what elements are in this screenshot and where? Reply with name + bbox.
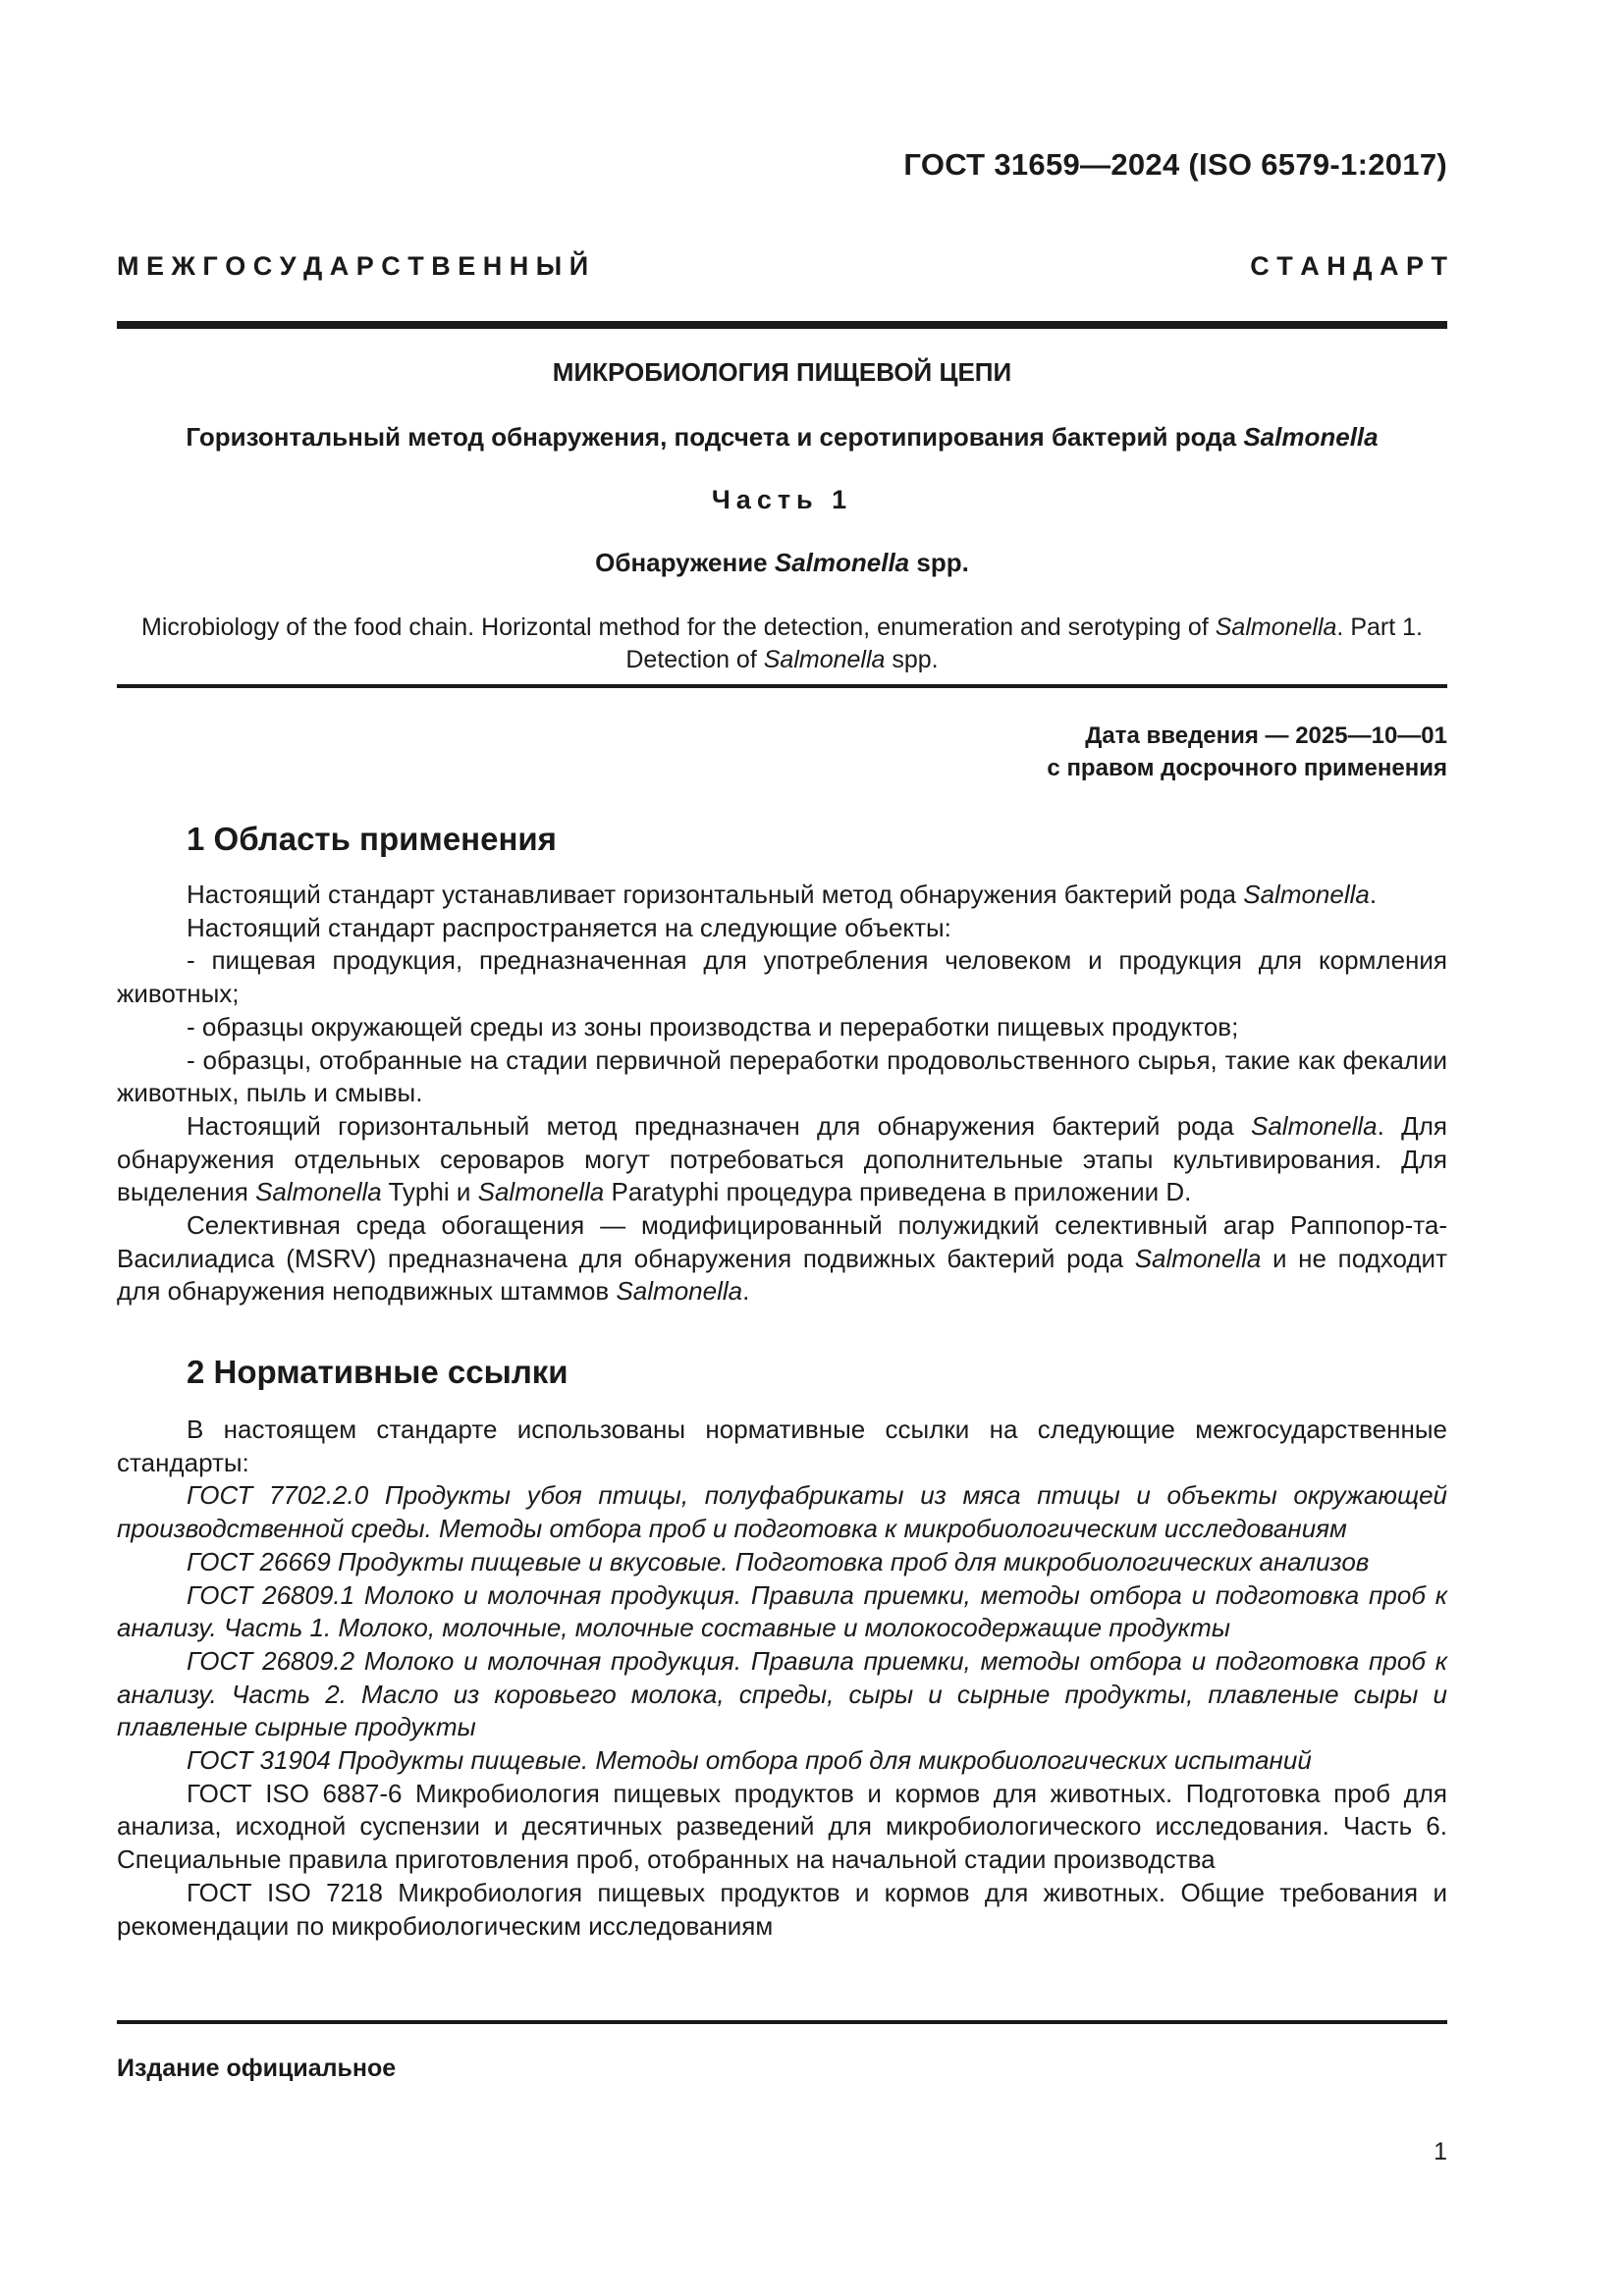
english-title-genus: Salmonella — [1215, 614, 1337, 641]
genus-name: Salmonella — [477, 1177, 605, 1207]
english-title-part: . Part 1. — [1336, 614, 1423, 641]
text-span: Селективная среда обогащения — модифицированный полужидкий селективный агар Раппопор-та-Василиадиса (MSRV) предназначена для обнаружения подвижных бактерий рода — [117, 1210, 1447, 1273]
normative-reference: ГОСТ 7702.2.0 Продукты убоя птицы, полуфабрикаты из мяса птицы и объекты окружающей производственной среды. Методы отбора проб и подготовка к микробиологическим исследованиям — [117, 1480, 1447, 1544]
text-span: Paratyphi процедура приведена в приложении D. — [604, 1177, 1192, 1207]
section-2-body — [117, 1414, 1447, 1943]
interstate-standard-banner — [117, 251, 1447, 282]
genus-name: Salmonella — [1250, 1110, 1378, 1141]
paragraph: Настоящий стандарт распространяется на следующие объекты: — [187, 912, 951, 942]
title-part: Часть 1 — [711, 485, 853, 514]
text-span: Настоящий стандарт устанавливает горизонтальный метод обнаружения бактерий рода — [187, 880, 1244, 909]
paragraph — [117, 879, 1447, 912]
list-item: - пищевая продукция, предназначенная для употребления человеком и продукция для кормления животных; — [117, 945, 1447, 1009]
title-sub — [117, 422, 1447, 453]
english-title-spp: spp. — [885, 646, 939, 673]
official-edition-label: Издание официальное — [117, 2055, 397, 2082]
paragraph — [117, 1110, 1447, 1209]
text-span: . — [1369, 880, 1378, 909]
normative-reference: ГОСТ 26669 Продукты пищевые и вкусовые. Подготовка проб для микробиологических анализов — [187, 1546, 1370, 1576]
list-item: - образцы окружающей среды из зоны производства и переработки пищевых продуктов; — [187, 1011, 1239, 1041]
title-sub-genus: Salmonella — [1243, 422, 1379, 452]
normative-reference: ГОСТ 26809.2 Молоко и молочная продукция. Правила приемки, методы отбора и подготовка проб к анализу. Часть 2. Масло из коровьего молока, спреды, сыры и сырные продукты, плавленые сыры и плавленые сырные продукты — [117, 1645, 1447, 1742]
text-span: Настоящий горизонтальный метод предназначен для обнаружения бактерий рода — [187, 1110, 1251, 1141]
page-number: 1 — [1434, 2138, 1447, 2165]
title-detection-text: Обнаружение — [595, 548, 775, 577]
early-application-note: с правом досрочного применения — [1047, 755, 1447, 781]
section-2-heading: 2 Нормативные ссылки — [187, 1354, 568, 1390]
english-title — [117, 612, 1447, 676]
section-1-heading: 1 Область применения — [187, 821, 557, 857]
introduction-date: Дата введения — 2025—10—01 — [1085, 722, 1447, 749]
text-span: и не подходит для обнаружения неподвижных штаммов — [117, 1243, 1447, 1307]
normative-reference: ГОСТ ISO 6887-6 Микробиология пищевых продуктов и кормов для животных. Подготовка проб для анализа, исходной суспензии и десятичных разведений для микробиологического исследования. Часть 6. Специальные правила приготовления проб, отобранных на начальной стадии производства — [117, 1778, 1447, 1875]
title-rule — [117, 684, 1447, 688]
list-item: - образцы, отобранные на стадии первичной переработки продовольственного сырья, такие как фекалии животных, пыль и смывы. — [117, 1044, 1447, 1108]
text-span: . — [742, 1276, 750, 1307]
title-sub-text: Горизонтальный метод обнаружения, подсчета и серотипирования бактерий рода — [186, 422, 1244, 452]
normative-reference: ГОСТ 26809.1 Молоко и молочная продукция. Правила приемки, методы отбора и подготовка проб к анализу. Часть 1. Молоко, молочные, молочные составные и молокосодержащие продукты — [117, 1579, 1447, 1643]
banner-word-standard: С Т А Н Д А Р Т — [1250, 251, 1447, 281]
text-span: . Для обнаружения отдельных сероваров могут потребоваться дополнительные этапы культивирования. Для выделения — [117, 1110, 1447, 1207]
english-title-text: Microbiology of the food chain. Horizontal method for the detection, enumeration and serotyping of — [141, 614, 1216, 641]
text-span: Typhi и — [381, 1177, 478, 1207]
introduction-date-block — [1047, 720, 1447, 784]
genus-name: Salmonella — [616, 1276, 743, 1307]
genus-name: Salmonella — [1134, 1243, 1262, 1273]
banner-word-interstate: М Е Ж Г О С У Д А Р С Т В Е Н Н Ы Й — [117, 251, 589, 281]
title-detection-suffix: spp. — [909, 548, 969, 577]
normative-reference: ГОСТ 31904 Продукты пищевые. Методы отбора проб для микробиологических испытаний — [187, 1745, 1312, 1776]
title-main: МИКРОБИОЛОГИЯ ПИЩЕВОЙ ЦЕПИ — [552, 357, 1012, 387]
english-title-genus-2: Salmonella — [763, 646, 886, 673]
normative-reference: ГОСТ ISO 7218 Микробиология пищевых продуктов и кормов для животных. Общие требования и рекомендации по микробиологическим исследованиям — [117, 1877, 1447, 1941]
standard-designation: ГОСТ 31659—2024 (ISO 6579-1:2017) — [903, 147, 1447, 182]
title-detection-genus: Salmonella — [774, 548, 910, 577]
title-detection — [117, 548, 1447, 578]
top-rule — [117, 321, 1447, 329]
paragraph: В настоящем стандарте использованы нормативные ссылки на следующие межгосударственные стандарты: — [117, 1415, 1447, 1477]
section-1-body — [117, 879, 1447, 1308]
english-title-detection: Detection of — [625, 646, 764, 673]
paragraph — [117, 1209, 1447, 1308]
footer-rule — [117, 2020, 1447, 2024]
genus-name: Salmonella — [1243, 880, 1370, 909]
genus-name: Salmonella — [255, 1177, 382, 1207]
